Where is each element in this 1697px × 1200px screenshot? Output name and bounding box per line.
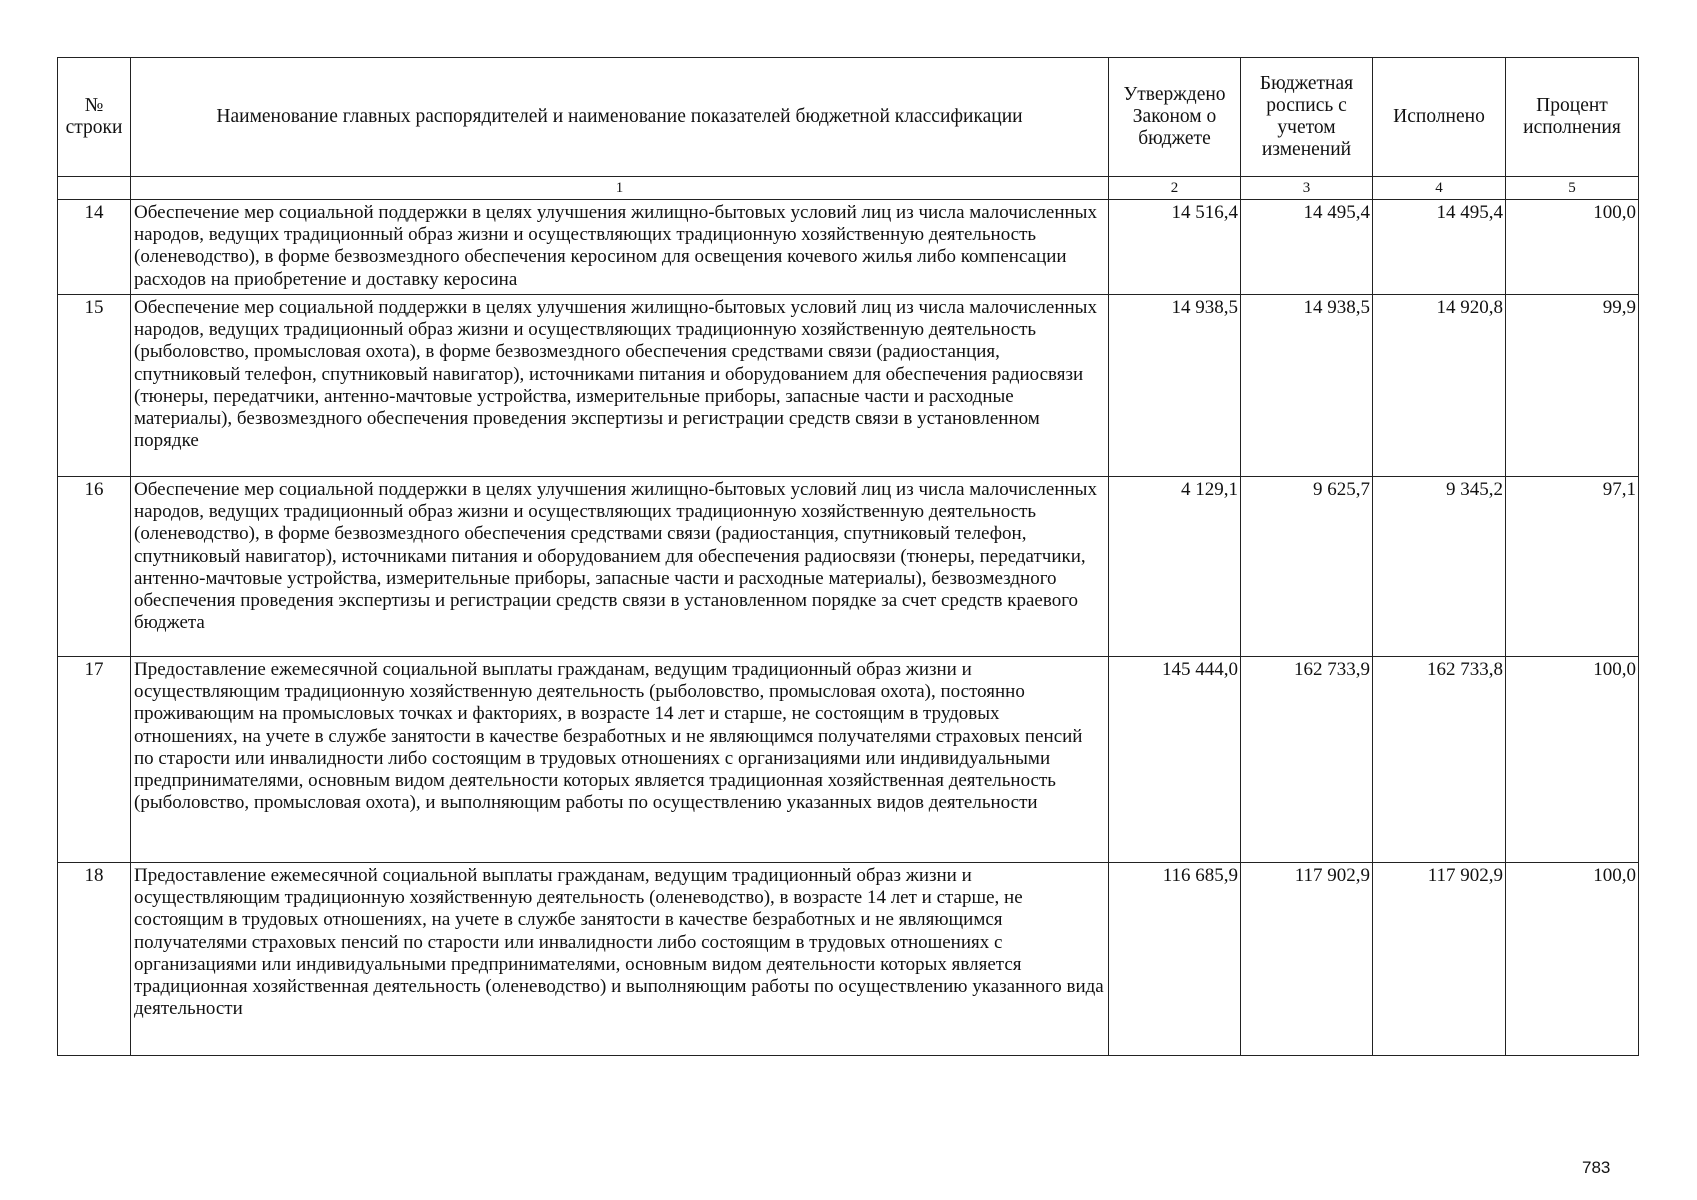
page-number: 783 [1582,1158,1611,1177]
table-row [58,295,1639,477]
row-approved: 116 685,9 [1109,863,1241,1056]
row-percent: 97,1 [1506,477,1639,657]
row-executed: 117 902,9 [1373,863,1506,1056]
row-number: 14 [58,200,131,295]
row-approved: 4 129,1 [1109,477,1241,657]
header-name: Наименование главных распорядителей и наименование показателей бюджетной классификации [131,58,1109,177]
row-executed: 9 345,2 [1373,477,1506,657]
column-index-cell: 2 [1109,177,1241,200]
row-budget-schedule: 9 625,7 [1241,477,1373,657]
row-name: Обеспечение мер социальной поддержки в целях улучшения жилищно-бытовых условий лиц из числа малочисленных народов, ведущих традиционный образ жизни и осуществляющих традиционную хозяйственную деятельность (оленеводство), в форме безвозмездного обеспечения керосином для освещения кочевого жилья либо компенсации расходов на приобретение и доставку керосина [131,200,1109,295]
row-budget-schedule: 162 733,9 [1241,657,1373,863]
column-index-cell: 1 [131,177,1109,200]
row-name: Обеспечение мер социальной поддержки в целях улучшения жилищно-бытовых условий лиц из числа малочисленных народов, ведущих традиционный образ жизни и осуществляющих традиционную хозяйственную деятельность (оленеводство), в форме безвозмездного обеспечения средствами связи (радиостанция, спутниковый телефон, спутниковый навигатор), источниками питания и оборудованием для обеспечения радиосвязи (тюнеры, передатчики, антенно-мачтовые устройства, измерительные приборы, запасные части и расходные материалы), безвозмездного обеспечения проведения экспертизы и регистрации средств связи в установленном порядке за счет средств краевого бюджета [131,477,1109,657]
row-executed: 14 920,8 [1373,295,1506,477]
row-name: Обеспечение мер социальной поддержки в целях улучшения жилищно-бытовых условий лиц из числа малочисленных народов, ведущих традиционный образ жизни и осуществляющих традиционную хозяйственную деятельность (рыболовство, промысловая охота), в форме безвозмездного обеспечения средствами связи (радиостанция, спутниковый телефон, спутниковый навигатор), источниками питания и оборудованием для обеспечения радиосвязи (тюнеры, передатчики, антенно-мачтовые устройства, измерительные приборы, запасные части и расходные материалы), безвозмездного обеспечения проведения экспертизы и регистрации средств связи в установленном порядке [131,295,1109,477]
row-approved: 145 444,0 [1109,657,1241,863]
header-row-number: № строки [58,58,131,177]
column-index-row [58,177,1639,200]
table-header-row [58,58,1639,177]
row-percent: 100,0 [1506,657,1639,863]
header-budget-schedule: Бюджетная роспись с учетом изменений [1241,58,1373,177]
column-index-cell: 4 [1373,177,1506,200]
row-number: 18 [58,863,131,1056]
table-row [58,200,1639,295]
table-row [58,477,1639,657]
row-percent: 100,0 [1506,863,1639,1056]
row-name: Предоставление ежемесячной социальной выплаты гражданам, ведущим традиционный образ жизни и осуществляющим традиционную хозяйственную деятельность (оленеводство), в возрасте 14 лет и старше, не состоящим в трудовых отношениях, на учете в службе занятости в качестве безработных и не являющимся получателями страховых пенсий по старости или инвалидности либо состоящим в трудовых отношениях с организациями или индивидуальными предпринимателями, основным видом деятельности которых является традиционная хозяйственная деятельность (оленеводство) и выполняющим работы по осуществлению указанного вида деятельности [131,863,1109,1056]
row-name: Предоставление ежемесячной социальной выплаты гражданам, ведущим традиционный образ жизни и осуществляющим традиционную хозяйственную деятельность (рыболовство, промысловая охота), постоянно проживающим на промысловых точках и факториях, в возрасте 14 лет и старше, не состоящим в трудовых отношениях, на учете в службе занятости в качестве безработных и не являющимся получателями страховых пенсий по старости или инвалидности либо состоящим в трудовых отношениях с организациями или индивидуальными предпринимателями, основным видом деятельности которых является традиционная хозяйственная деятельность (рыболовство, промысловая охота), и выполняющим работы по осуществлению указанных видов деятельности [131,657,1109,863]
row-percent: 99,9 [1506,295,1639,477]
column-index-cell [58,177,131,200]
row-executed: 162 733,8 [1373,657,1506,863]
table-row [58,863,1639,1056]
row-executed: 14 495,4 [1373,200,1506,295]
row-budget-schedule: 14 938,5 [1241,295,1373,477]
row-percent: 100,0 [1506,200,1639,295]
row-budget-schedule: 14 495,4 [1241,200,1373,295]
row-number: 16 [58,477,131,657]
column-index-cell: 5 [1506,177,1639,200]
row-approved: 14 938,5 [1109,295,1241,477]
row-budget-schedule: 117 902,9 [1241,863,1373,1056]
row-number: 15 [58,295,131,477]
column-index-cell: 3 [1241,177,1373,200]
budget-execution-table [57,57,1639,1056]
table-row [58,657,1639,863]
row-number: 17 [58,657,131,863]
header-approved: Утверждено Законом о бюджете [1109,58,1241,177]
header-executed: Исполнено [1373,58,1506,177]
row-approved: 14 516,4 [1109,200,1241,295]
header-percent: Процент исполнения [1506,58,1639,177]
